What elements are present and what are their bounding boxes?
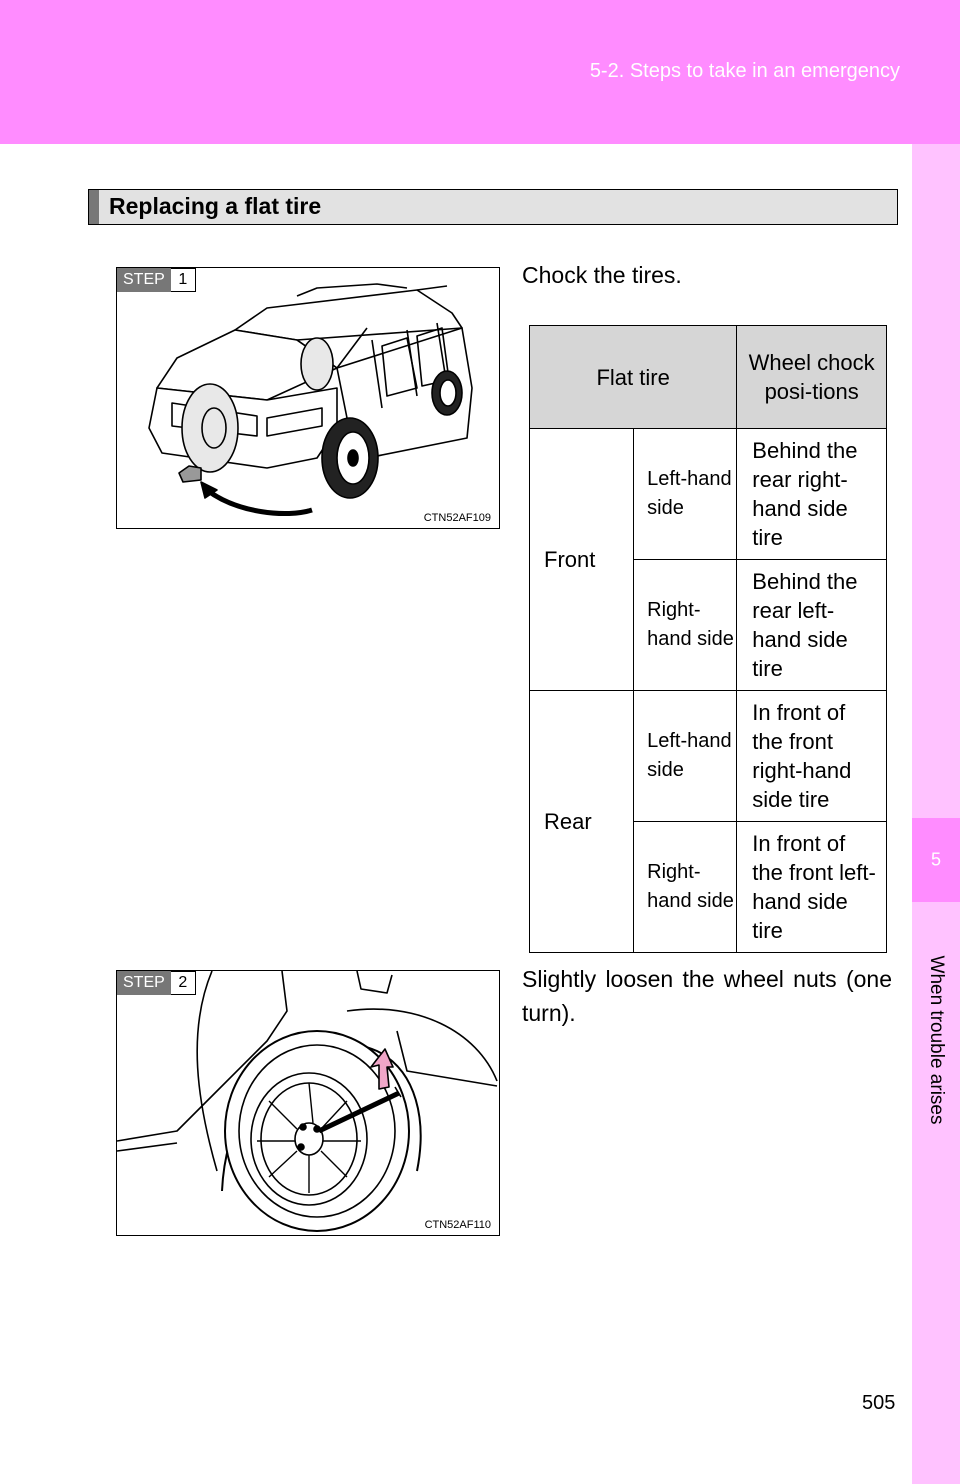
step2-word: STEP <box>117 971 171 995</box>
table-header-row <box>530 326 887 429</box>
side-cell: Right-hand side <box>634 822 737 953</box>
position-cell: Rear <box>530 691 634 953</box>
step1-badge <box>117 268 196 292</box>
chock-cell: In front of the front left-hand side tire <box>737 822 887 953</box>
chock-cell: Behind the rear right-hand side tire <box>737 429 887 560</box>
chock-cell: In front of the front right-hand side tire <box>737 691 887 822</box>
header-flat-tire: Flat tire <box>530 326 737 429</box>
side-tab <box>912 144 960 1484</box>
step2-figure-code: CTN52AF110 <box>424 1219 491 1231</box>
header-chock-positions <box>737 326 887 429</box>
step1-word: STEP <box>117 268 171 292</box>
step1-figure-code: CTN52AF109 <box>423 512 491 524</box>
side-tab-number: 5 <box>930 849 941 870</box>
wheel-chock-table <box>529 325 887 953</box>
section-heading <box>88 189 898 225</box>
page-number: 505 <box>862 1392 896 1414</box>
page-header <box>0 0 960 144</box>
section-title: Replacing a flat tire <box>109 193 322 219</box>
table-row <box>530 429 887 560</box>
section-accent <box>89 190 99 224</box>
wheel-nut-illustration <box>117 971 500 1236</box>
side-cell: Left-hand side <box>634 691 737 822</box>
position-cell: Front <box>530 429 634 691</box>
side-cell: Right-hand side <box>634 560 737 691</box>
step1-number: 1 <box>171 268 196 292</box>
step1-figure <box>116 267 500 529</box>
step2-number: 2 <box>171 971 196 995</box>
step2-badge <box>117 971 196 995</box>
step2-text: Slightly loosen the wheel nuts (one turn). <box>522 966 892 1026</box>
step1-text: Chock the tires. <box>522 262 682 288</box>
chock-cell: Behind the rear left-hand side tire <box>737 560 887 691</box>
table-row <box>530 691 887 822</box>
header-title: 5-2. Steps to take in an emergency <box>589 60 900 82</box>
side-tab-label: When trouble arises <box>926 955 947 1125</box>
step2-figure <box>116 970 500 1236</box>
header-chock-positions-text: Wheel chock posi-tions <box>748 350 875 404</box>
side-cell: Left-hand side <box>634 429 737 560</box>
car-chock-illustration <box>117 268 500 529</box>
